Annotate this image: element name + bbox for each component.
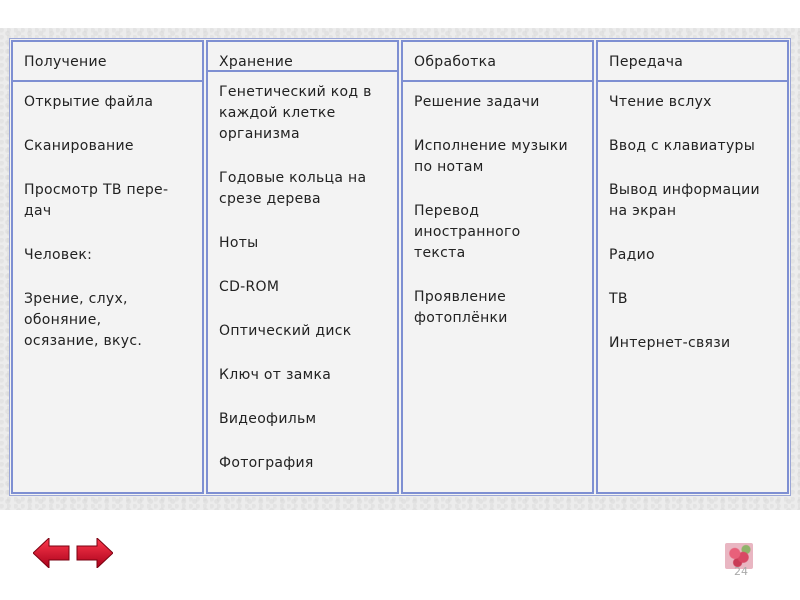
table-cell-item: Просмотр ТВ пере-дач (24, 182, 169, 219)
table-cell-item: Человек: (24, 247, 93, 263)
column-header: Хранение (208, 42, 397, 72)
table-cell-item: Интернет-связи (609, 335, 731, 351)
table-cell-item: Решение задачи (414, 94, 540, 110)
table-cell-item: Видеофильм (219, 411, 317, 427)
column-storage (206, 40, 399, 494)
table-cell-item: ТВ (609, 291, 628, 307)
column-processing (401, 40, 594, 494)
table-cell-item: Генетический код в каждой клетке организма (219, 84, 372, 142)
table-cell-item: Оптический диск (219, 323, 352, 339)
info-process-table (9, 38, 791, 496)
column-transfer (596, 40, 789, 494)
column-header: Передача (598, 42, 787, 82)
table-cell-item: Исполнение музыки по нотам (414, 138, 568, 175)
table-cell-item: CD-ROM (219, 279, 280, 295)
slide-navigation (33, 538, 123, 568)
table-cell-item: Перевод иностранного текста (414, 203, 521, 261)
column-body (598, 82, 787, 492)
column-body (13, 82, 202, 492)
column-header: Получение (13, 42, 202, 82)
column-header: Обработка (403, 42, 592, 82)
left-arrow-icon (33, 538, 71, 568)
table-cell-item: Ноты (219, 235, 259, 251)
table-cell-item: Сканирование (24, 138, 134, 154)
table-cell-item: Ключ от замка (219, 367, 332, 383)
table-cell-item: Чтение вслух (609, 94, 712, 110)
table-cell-item: Вывод информации на экран (609, 182, 760, 219)
table-cell-item: Годовые кольца на срезе дерева (219, 170, 367, 207)
table-cell-item: Открытие файла (24, 94, 154, 110)
column-body (403, 82, 592, 492)
next-slide-button[interactable] (75, 538, 113, 568)
table-cell-item: Ввод с клавиатуры (609, 138, 756, 154)
table-cell-item: Фотография (219, 455, 314, 471)
right-arrow-icon (75, 538, 113, 568)
table-cell-item: Радио (609, 247, 655, 263)
page-number: 24 (734, 565, 748, 578)
table-cell-item: Зрение, слух, обоняние, осязание, вкус. (24, 291, 143, 349)
column-receiving (11, 40, 204, 494)
table-cell-item: Проявление фотоплёнки (414, 289, 508, 326)
column-body (208, 72, 397, 497)
previous-slide-button[interactable] (33, 538, 71, 568)
